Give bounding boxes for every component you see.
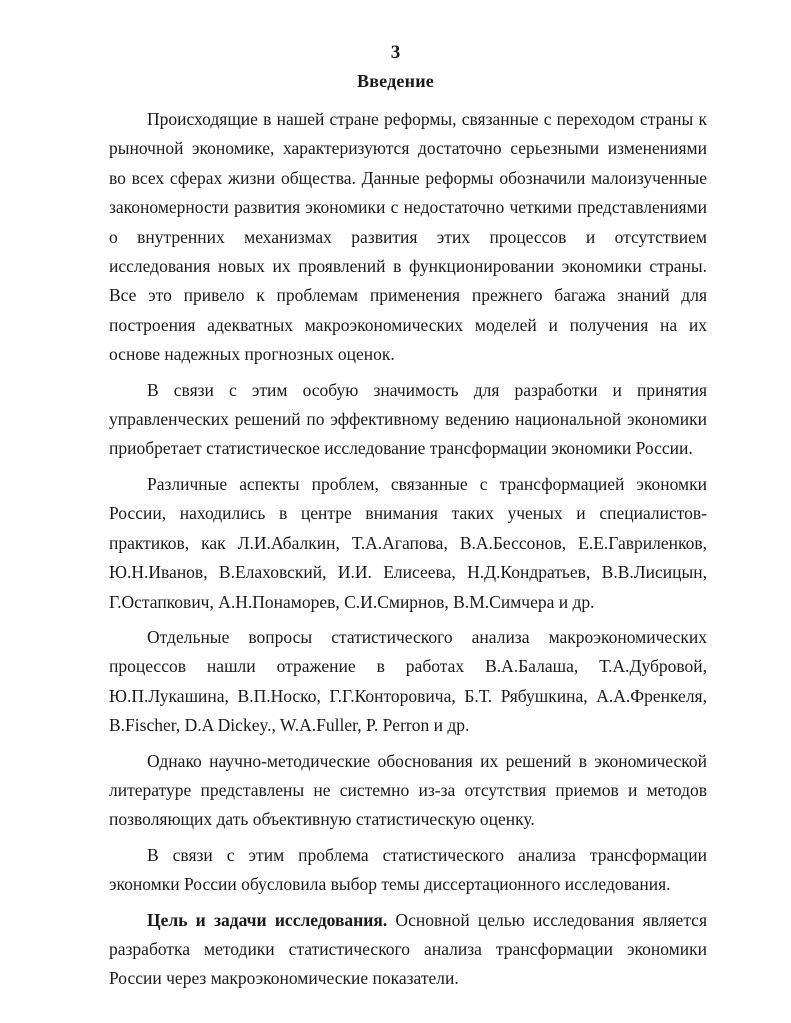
paragraph-literature: Однако научно-методические обоснования их решений в экономической литературе представлены не системно из-за отсутствия приемов и методов позволяющих дать объективную статистическую оценку.	[109, 750, 707, 830]
section-heading: Введение	[357, 71, 434, 91]
page-number: 3	[390, 42, 401, 63]
paragraph-researchers: Различные аспекты проблем, связанные с трансформацией экономки России, находились в центре внимания таких ученых и специалистов-практиков, как Л.И.Абалкин, Т.А.Агапова, В.А.Бессонов, Е.Е.Гавриленков, Ю.Н.Иванов, В.Елаховский, И.И. Елисеева, Н.Д.Кондратьев, В.В.Лисицын, Г.Остапкович, А.Н.Понаморев, С.И.Смирнов, В.М.Симчера и др.	[109, 473, 707, 612]
paragraph-problem: В связи с этим проблема статистического анализа трансформации экономки России обусловила выбор темы диссертационного исследования.	[109, 844, 707, 895]
paragraph-intro: Происходящие в нашей стране реформы, связанные с переходом страны к рыночной экономике, характеризуются достаточно серьезными изменениями во всех сферах жизни общества. Данные реформы обозначили малоизученные закономерности развития экономики с недостаточно четкими представлениями о внутренних механизмах развития этих процессов и отсутствием исследования новых их проявлений в функционировании экономики страны. Все это привело к проблемам применения прежнего багажа знаний для построения адекватных макроэкономических моделей и получения на их основе надежных прогнозных оценок.	[109, 109, 707, 365]
paragraph-significance: В связи с этим особую значимость для разработки и принятия управленческих решений по эффективному ведению национальной экономики приобретает статистическое исследование трансформации экономики России.	[109, 379, 707, 459]
goal-lead: Цель и задачи исследования.	[147, 909, 388, 930]
paragraph-goal	[109, 906, 707, 994]
paragraph-works: Отдельные вопросы статистического анализа макроэкономических процессов нашли отражение в работах В.А.Балаша, Т.А.Дубровой, Ю.П.Лукашина, В.П.Носко, Г.Г.Конторовича, Б.Т. Рябушкина, А.А.Френкеля, B.Fischer, D.A Dickey., W.A.Fuller, P. Perron и др.	[109, 626, 707, 736]
goal-text: Основной целью исследования является разработка методики статистического анализа трансформации экономики России через макроэкономические показатели.	[109, 909, 707, 989]
body-text	[109, 105, 707, 994]
